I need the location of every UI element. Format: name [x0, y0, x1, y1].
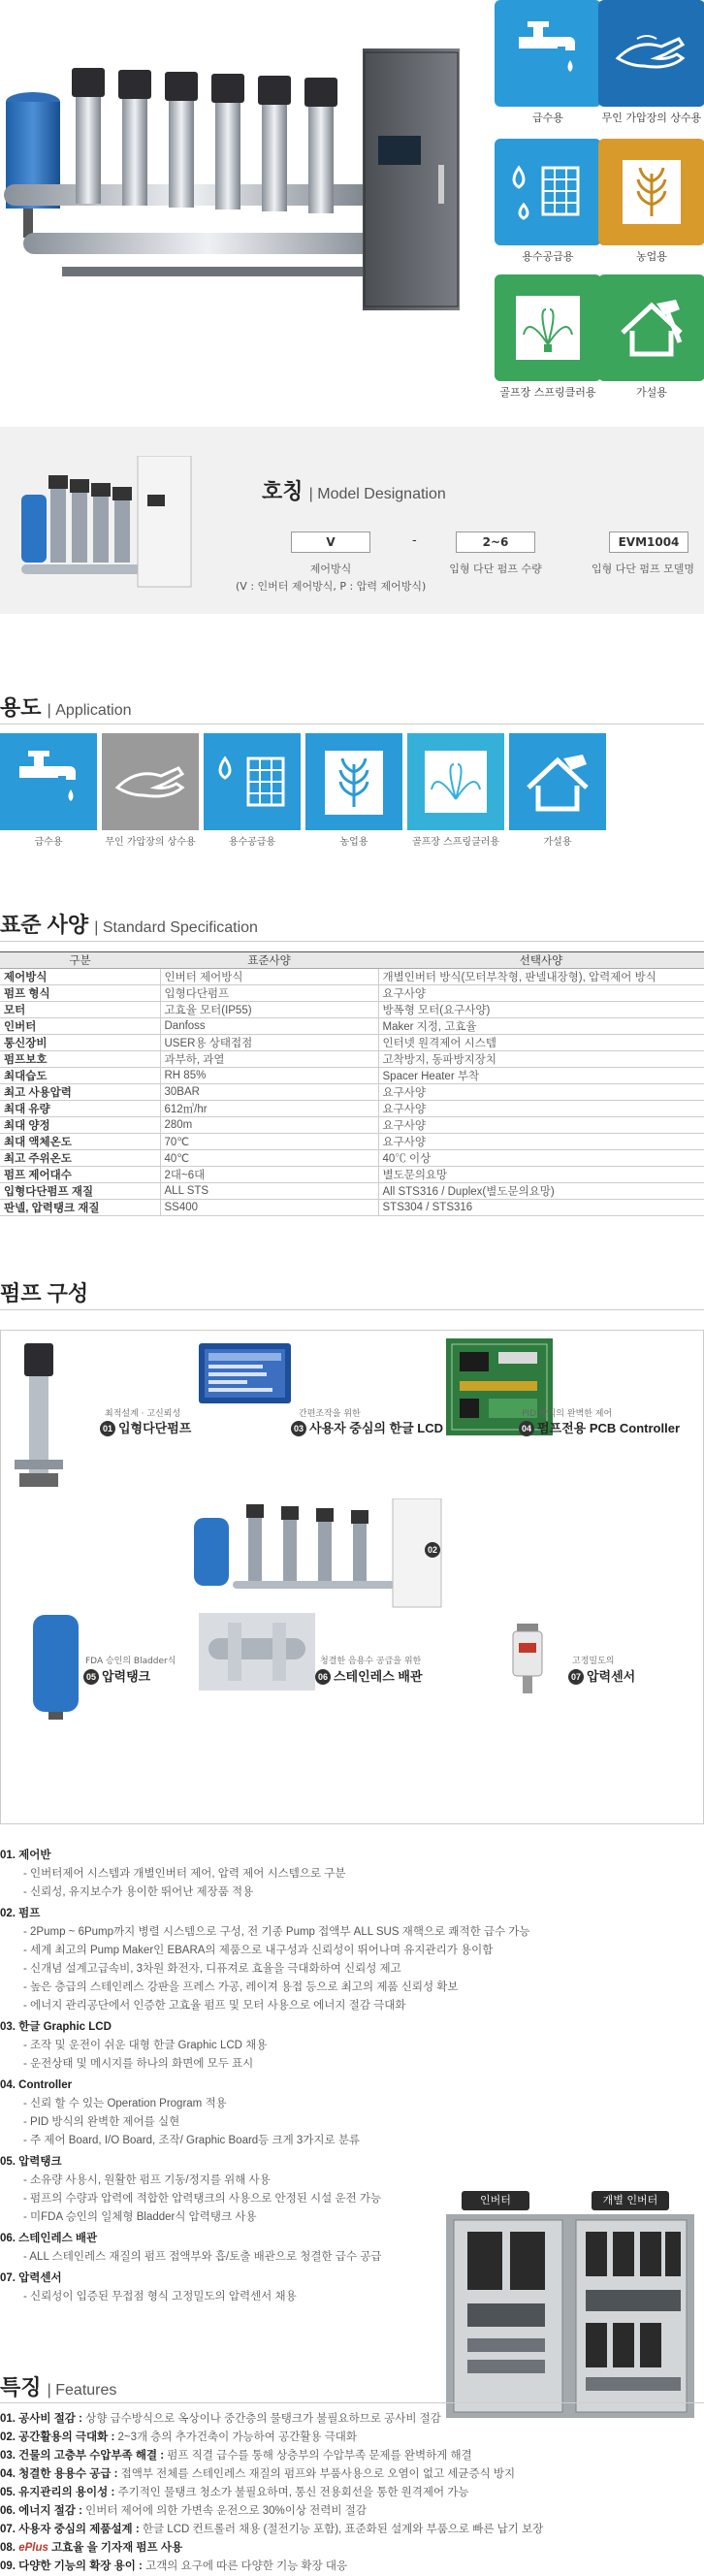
description-line: - 2Pump ~ 6Pump까지 병렬 시스템으로 구성, 전 기종 Pump 접액부 ALL SUS 재핵으로 쾌적한 급수 가능: [23, 1926, 530, 1938]
feature-item: [0, 2447, 704, 2465]
spec-title-text: 표준 사양: [0, 913, 89, 937]
spec-standard: 과부하, 과열: [160, 1051, 378, 1068]
component-label: [291, 1418, 443, 1436]
component-caption: 고정밀도의: [572, 1657, 615, 1666]
description-line: - PID 방식의 완벽한 제어를 실현: [23, 2116, 180, 2128]
spec-option: Maker 지정, 고효율: [378, 1018, 704, 1035]
spec-key: 최고 주위온도: [0, 1150, 160, 1167]
component-number: 03: [291, 1421, 306, 1436]
description-line: - 신뢰 할 수 있는 Operation Program 적용: [23, 2098, 227, 2109]
component-caption: 간편조작을 위한: [299, 1409, 361, 1419]
component-name: 압력탱크: [102, 1669, 151, 1684]
building-water-icon: [495, 139, 601, 245]
spec-standard: RH 85%: [160, 1068, 378, 1084]
app-tile-agriculture: [305, 733, 402, 830]
description-heading: 01. 제어반: [0, 1850, 51, 1861]
component-number: 05: [83, 1669, 99, 1685]
feature-text: 고객의 요구에 따른 다양한 기능 확장 대응: [142, 2560, 348, 2572]
feature-item: [0, 2539, 704, 2558]
description-heading: 03. 한글 Graphic LCD: [0, 2021, 112, 2033]
component-label: [83, 1666, 150, 1685]
spec-option: 40℃ 이상: [378, 1150, 704, 1167]
sprinkler-icon: [495, 274, 601, 381]
description-line: - 조작 및 운전이 쉬운 대형 한글 Graphic LCD 채용: [23, 2040, 268, 2051]
component-name: 스테인레스 배관: [334, 1669, 423, 1684]
tile-water-supply-use: [495, 139, 601, 245]
component-label: [519, 1418, 680, 1436]
spec-key: 펌프보호: [0, 1051, 160, 1068]
hero-brand-text: HYOSUNG GOODSPRINGS: [39, 223, 186, 235]
feature-text: 펌프 직결 급수를 통해 상층부의 수압부족 문제를 완벽하게 해결: [164, 2450, 472, 2462]
spec-key: 모터: [0, 1002, 160, 1018]
feature-heading: 06. 에너지 절감 :: [0, 2505, 82, 2517]
feature-item: [0, 2465, 704, 2484]
spec-key: 펌프 제어대수: [0, 1167, 160, 1183]
spec-standard: 30BAR: [160, 1084, 378, 1101]
app-label: 무인 가압장의 상수용: [105, 837, 196, 848]
feature-item: [0, 2484, 704, 2502]
spec-subtitle: | Standard Specification: [94, 919, 258, 936]
description-line: - 세계 최고의 Pump Maker인 EBARA의 제품으로 내구성과 신뢰성이 뛰어나며 유지관리가 용이함: [23, 1945, 494, 1956]
spec-option: 별도문의요망: [378, 1167, 704, 1183]
tile-water-supply: [495, 0, 601, 107]
spec-key: 최대 유량: [0, 1101, 160, 1117]
spec-row: [0, 969, 704, 985]
features-title-text: 특징: [0, 2375, 42, 2399]
feature-text: 주기적인 물탱크 청소가 불필요하며, 통신 전용회선을 통한 원격제어 가능: [114, 2487, 469, 2498]
component-caption: FDA 승인의 Bladder식: [85, 1657, 176, 1666]
description-line: - 미FDA 승인의 일체형 Bladder식 압력탱크 사용: [23, 2211, 257, 2223]
tile-label: 가설용: [636, 386, 667, 399]
description-heading: 06. 스테인레스 배관: [0, 2233, 98, 2244]
component-label: [100, 1418, 191, 1436]
model-product-image: [21, 456, 206, 601]
feature-heading: 01. 공사비 절감 :: [0, 2413, 82, 2425]
spec-key: 제어방식: [0, 969, 160, 985]
spec-header: 구분: [0, 952, 160, 969]
booster-pump-image: [4, 48, 460, 339]
component-number: 02: [425, 1542, 440, 1558]
app-label: 용수공급용: [228, 837, 276, 848]
spec-key: 최대 액체온도: [0, 1134, 160, 1150]
feature-item: [0, 2429, 704, 2447]
wheat-icon: [598, 139, 704, 245]
component-caption: PID 방식의 완벽한 제어: [522, 1409, 613, 1419]
feature-heading: 고효율 을 기자재 펌프 사용: [48, 2542, 183, 2554]
spec-option: 요구사양: [378, 1134, 704, 1150]
description-heading: 04. Controller: [0, 2079, 73, 2091]
spec-row: [0, 985, 704, 1002]
model-code-box: V: [291, 531, 370, 553]
spec-option: 요구사양: [378, 985, 704, 1002]
components-title-text: 펌프 구성: [0, 1281, 89, 1305]
tile-agriculture: [598, 139, 704, 245]
spec-key: 펌프 형식: [0, 985, 160, 1002]
feature-item: [0, 2558, 704, 2576]
model-title: [262, 475, 446, 505]
component-name: 사용자 중심의 한글 LCD: [309, 1421, 444, 1435]
component-label: [568, 1666, 635, 1685]
feature-text: 상향 급수방식으로 옥상이나 중간층의 물탱크가 불필요하므로 공사비 절감: [81, 2413, 441, 2425]
model-code-box: 2~6: [456, 531, 535, 553]
spec-key: 최대 양정: [0, 1117, 160, 1134]
features-title: [0, 2371, 116, 2401]
spec-option: Spacer Heater 부착: [378, 1068, 704, 1084]
description-line: - ALL 스테인레스 재질의 펌프 접액부와 흡/토출 배관으로 청결한 급수 공급: [23, 2251, 382, 2263]
faucet-icon: [0, 733, 97, 830]
description-line: - 펌프의 수량과 압력에 적합한 압력탱크의 사용으로 안정된 시설 운전 가능: [23, 2193, 382, 2205]
model-note: (V : 인버터 제어방식, P : 압력 제어방식): [236, 580, 427, 593]
spec-header: 선택사양: [378, 952, 704, 969]
component-name: 펌프전용 PCB Controller: [537, 1421, 681, 1435]
feature-text: 2~3개 층의 추가건축이 가능하여 공간활용 극대화: [114, 2431, 358, 2443]
model-part-label: 입형 다단 펌프 수량: [449, 563, 542, 575]
component-number: 04: [519, 1421, 534, 1436]
component-name: 입형다단펌프: [118, 1421, 192, 1435]
spec-option: 요구사양: [378, 1101, 704, 1117]
spec-standard: Danfoss: [160, 1018, 378, 1035]
hammer-house-icon: [509, 733, 606, 830]
feature-text: 한글 LCD 컨트롤러 채용 (절전기능 포함), 표준화된 설계와 부품으로 빠른 납기 보장: [139, 2524, 544, 2535]
app-tile-temporary: [509, 733, 606, 830]
tile-label: 용수공급용: [522, 250, 574, 263]
model-subtitle: | Model Designation: [308, 486, 446, 502]
description-line: - 에너지 관리공단에서 인증한 고효율 펌프 및 모터 사용으로 에너지 절감 극대화: [23, 2000, 406, 2012]
pressure-tank-image: [29, 1615, 82, 1722]
spec-header: 표준사양: [160, 952, 378, 969]
spec-option: 요구사양: [378, 1117, 704, 1134]
building-water-icon: [204, 733, 301, 830]
feature-heading: 05. 유지관리의 용이성 :: [0, 2487, 115, 2498]
component-number: 01: [100, 1421, 115, 1436]
model-part-label: 제어방식: [309, 563, 352, 575]
vertical-pump-image: [10, 1343, 68, 1489]
feature-item: [0, 2521, 704, 2539]
app-label: 가설용: [543, 837, 572, 848]
description-line: - 주 제어 Board, I/O Board, 조작/ Graphic Board등 크게 3가지로 분류: [23, 2135, 361, 2146]
spec-row: [0, 1117, 704, 1134]
spec-standard: ALL STS: [160, 1183, 378, 1200]
application-subtitle: | Application: [47, 702, 132, 719]
app-label: 농업용: [339, 837, 368, 848]
spec-option: 고착방지, 동파방지장치: [378, 1051, 704, 1068]
spec-standard: 고효율 모터(IP55): [160, 1002, 378, 1018]
tile-label: 무인 가압장의 상수용: [601, 112, 702, 124]
spec-option: 인터넷 원격제어 시스템: [378, 1035, 704, 1051]
inverter-label: 인버터: [462, 2191, 529, 2210]
spec-standard: 70℃: [160, 1134, 378, 1150]
hammer-house-icon: [598, 274, 704, 381]
feature-text: 접액부 전체를 스테인레스 재질의 펌프와 부품사용으로 오염이 없고 세균증식 방지: [117, 2468, 516, 2480]
feature-heading: 03. 건물의 고층부 수압부족 해결 :: [0, 2450, 165, 2462]
spec-title: [0, 909, 258, 939]
spec-row: [0, 1068, 704, 1084]
description-line: - 인버터제어 시스템과 개별인버터 제어, 압력 제어 시스템으로 구분: [23, 1868, 346, 1880]
spec-row: [0, 1002, 704, 1018]
spec-key: 최고 사용압력: [0, 1084, 160, 1101]
spec-option: All STS316 / Duplex(별도문의요망): [378, 1183, 704, 1200]
app-tile-unmanned: [102, 733, 199, 830]
application-title-text: 용도: [0, 695, 42, 720]
spec-option: 방폭형 모터(요구사양): [378, 1002, 704, 1018]
spec-row: [0, 1150, 704, 1167]
components-title: [0, 1277, 88, 1307]
spec-row: [0, 1134, 704, 1150]
component-number: 06: [315, 1669, 331, 1685]
spec-key: 입형다단펌프 재질: [0, 1183, 160, 1200]
model-part-label: 입형 다단 펌프 모델명: [591, 563, 695, 575]
spec-option: STS304 / STS316: [378, 1200, 704, 1216]
spec-key: 최대습도: [0, 1068, 160, 1084]
component-name: 압력센서: [587, 1669, 636, 1684]
inverter-panel-image: [446, 2214, 694, 2418]
component-number: 07: [568, 1669, 584, 1685]
hand-water-icon: [598, 0, 704, 107]
divider: [0, 2402, 704, 2403]
stainless-pipe-image: [199, 1613, 315, 1690]
spec-standard: USER용 상태접점: [160, 1035, 378, 1051]
model-code-box: EVM1004: [609, 531, 688, 553]
tile-temporary-use: [598, 274, 704, 381]
lcd-display-image: [199, 1343, 291, 1403]
model-code-separator: -: [412, 533, 417, 548]
spec-key: 판넬, 압력탱크 재질: [0, 1200, 160, 1216]
pressure-sensor-image: [490, 1620, 577, 1697]
app-label: 급수용: [34, 837, 63, 848]
feature-heading: 09. 다양한 기능의 확장 용이 :: [0, 2560, 143, 2572]
eplus-logo-icon: ePlus: [18, 2542, 48, 2554]
description-line: - 신뢰성이 입증된 무접점 형식 고정밀도의 압력센서 채용: [23, 2291, 297, 2302]
tile-label: 급수용: [532, 112, 563, 124]
spec-option: 개별인버터 방식(모터부착형, 판넬내장형), 압력제어 방식: [378, 969, 704, 985]
description-line: - 운전상태 및 메시지를 하나의 화면에 모두 표시: [23, 2058, 254, 2070]
app-tile-water-supply: [0, 733, 97, 830]
tile-unmanned-pressure-station: [598, 0, 704, 107]
spec-key: 인버터: [0, 1018, 160, 1035]
tile-label: 농업용: [636, 250, 667, 263]
inverter-label: 개별 인버터: [592, 2191, 669, 2210]
spec-standard: 40℃: [160, 1150, 378, 1167]
description-heading: 02. 펌프: [0, 1908, 41, 1919]
description-heading: 07. 압력센서: [0, 2272, 62, 2284]
app-tile-water-use: [204, 733, 301, 830]
feature-item: [0, 2502, 704, 2521]
spec-row: [0, 1183, 704, 1200]
feature-heading: 04. 청결한 용용수 공급 :: [0, 2468, 118, 2480]
spec-row: [0, 1084, 704, 1101]
description-heading: 05. 압력탱크: [0, 2156, 62, 2168]
spec-standard: SS400: [160, 1200, 378, 1216]
model-title-text: 호칭: [262, 479, 304, 503]
features-subtitle: | Features: [47, 2382, 117, 2399]
spec-row: [0, 1051, 704, 1068]
spec-row: [0, 1035, 704, 1051]
app-tile-golf: [407, 733, 504, 830]
faucet-icon: [495, 0, 601, 107]
spec-key: 통신장비: [0, 1035, 160, 1051]
features-list: [0, 2410, 704, 2576]
description-line: - 소유량 사용시, 원활한 펌프 기동/정지를 위해 사용: [23, 2174, 271, 2186]
feature-item: [0, 2410, 704, 2429]
spec-table: [0, 951, 704, 1216]
component-caption: 청결한 음용수 공급을 위한: [320, 1657, 422, 1666]
description-line: - 신뢰성, 유지보수가 용이한 뛰어난 제장품 적용: [23, 1886, 254, 1898]
spec-row: [0, 1200, 704, 1216]
wheat-icon: [305, 733, 402, 830]
spec-standard: 612㎥/hr: [160, 1101, 378, 1117]
pump-system-image: [194, 1498, 446, 1610]
spec-header-row: [0, 952, 704, 969]
sprinkler-icon: [407, 733, 504, 830]
spec-row: [0, 1167, 704, 1183]
spec-row: [0, 1101, 704, 1117]
app-label: 골프장 스프링클러용: [411, 837, 500, 848]
component-label: [315, 1666, 423, 1685]
feature-heading: 08.: [0, 2542, 19, 2554]
feature-heading: 02. 공간활용의 극대화 :: [0, 2431, 115, 2443]
spec-standard: 인버터 제어방식: [160, 969, 378, 985]
inverter-tabs: [446, 2187, 694, 2214]
tile-label: 골프장 스프링클러용: [499, 386, 596, 399]
spec-standard: 입형다단펌프: [160, 985, 378, 1002]
divider: [0, 1309, 704, 1310]
application-title: [0, 692, 132, 722]
hand-water-icon: [102, 733, 199, 830]
feature-heading: 07. 사용자 중심의 제품설계 :: [0, 2524, 140, 2535]
tile-golf-sprinkler: [495, 274, 601, 381]
description-line: - 신개념 설계고급속비, 3차원 화전자, 디퓨져로 효율을 극대화하여 신뢰성 제고: [23, 1963, 401, 1975]
component-caption: 최적설계 · 고신뢰성: [105, 1409, 181, 1419]
spec-standard: 280m: [160, 1117, 378, 1134]
spec-standard: 2대~6대: [160, 1167, 378, 1183]
spec-option: 요구사양: [378, 1084, 704, 1101]
description-line: - 높은 층급의 스테인레스 강판을 프레스 가공, 레이져 용접 등으로 최고의 제품 신뢰성 확보: [23, 1981, 459, 1993]
feature-text: 인버터 제어에 의한 가변속 운전으로 30%이상 전력비 절감: [81, 2505, 367, 2517]
divider: [0, 941, 704, 942]
spec-row: [0, 1018, 704, 1035]
